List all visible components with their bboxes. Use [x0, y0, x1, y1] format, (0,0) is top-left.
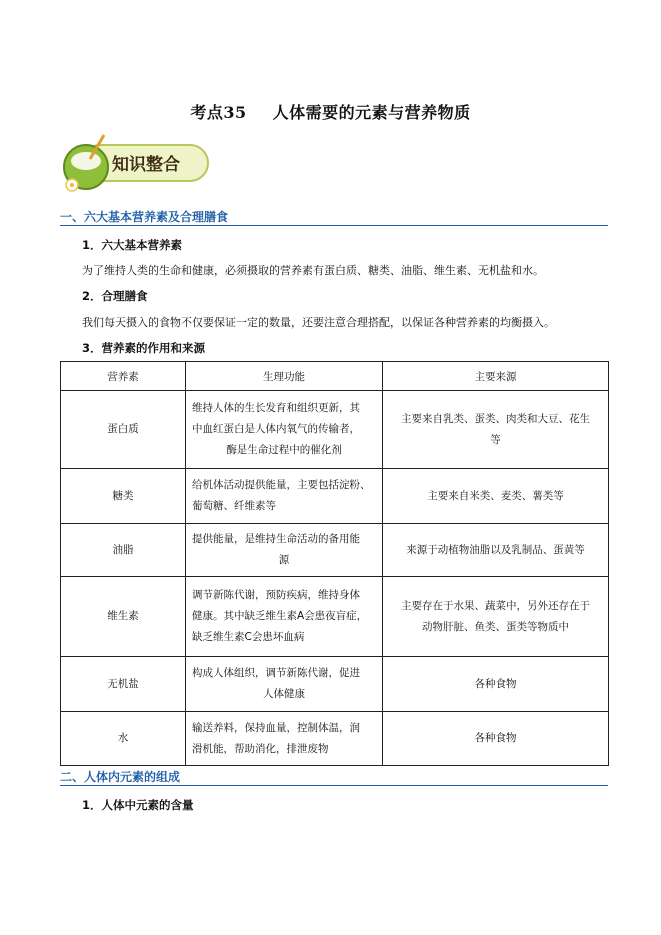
table-row — [61, 577, 609, 657]
function-line: 源 — [278, 554, 290, 566]
source-line: 来源于动植物油脂以及乳制品、蛋黄等 — [406, 543, 585, 556]
knowledge-badge-text: 知识整合 — [112, 155, 180, 175]
page-title — [0, 100, 661, 123]
knowledge-badge — [60, 133, 212, 195]
function-line: 滑机能，帮助消化，排泄废物 — [192, 742, 329, 755]
header-function: 生理功能 — [186, 362, 383, 391]
nutrient-function — [186, 524, 383, 577]
table-row — [61, 469, 609, 524]
function-line: 中血红蛋白是人体内氧气的传输者， — [192, 423, 360, 435]
function-line: 输送养料，保持血量，控制体温，润 — [192, 721, 360, 734]
function-line: 人体健康 — [263, 688, 305, 700]
nutrient-name: 油脂 — [61, 524, 186, 577]
source-line: 主要来自乳类、蛋类、肉类和大豆、花生 — [401, 412, 590, 425]
nutrient-table — [60, 361, 609, 766]
nutrient-source — [383, 657, 609, 712]
source-line: 等 — [490, 433, 501, 446]
nutrient-function — [186, 657, 383, 712]
function-line: 构成人体组织，调节新陈代谢，促进 — [192, 667, 360, 679]
header-nutrient: 营养素 — [61, 362, 186, 391]
table-header-row — [61, 362, 609, 391]
topic-code: 考点35 — [190, 103, 247, 122]
nutrient-name: 糖类 — [61, 469, 186, 524]
nutrient-name: 蛋白质 — [61, 391, 186, 469]
nutrient-source — [383, 524, 609, 577]
item-title-4: 1．人体中元素的含量 — [82, 798, 194, 812]
section-heading-1: 一、六大基本营养素及合理膳食 — [60, 210, 229, 224]
nutrient-function — [186, 391, 383, 469]
function-line: 维持人体的生长发育和组织更新，其 — [192, 402, 360, 414]
section-rule-2 — [60, 785, 608, 786]
source-line: 主要存在于水果、蔬菜中，另外还存在于 — [401, 599, 590, 612]
source-line: 各种食物 — [474, 732, 517, 744]
item-text-1: 为了维持人类的生命和健康，必须摄取的营养素有蛋白质、糖类、油脂、维生素、无机盐和水。 — [82, 264, 544, 277]
item-text-2: 我们每天摄入的食物不仅要保证一定的数量，还要注意合理搭配，以保证各种营养素的均衡摄入。 — [82, 316, 555, 329]
nutrient-source — [383, 712, 609, 766]
item-title-1: 1．六大基本营养素 — [82, 238, 183, 252]
nutrient-name: 无机盐 — [61, 657, 186, 712]
source-line: 各种食物 — [474, 677, 517, 690]
nutrient-function — [186, 712, 383, 766]
function-line: 调节新陈代谢，预防疾病，维持身体 — [192, 589, 360, 601]
nutrient-function — [186, 469, 383, 524]
nutrient-source — [383, 577, 609, 657]
item-title-2: 2．合理膳食 — [82, 289, 148, 303]
function-line: 给机体活动提供能量，主要包括淀粉、 — [192, 479, 371, 491]
nutrient-name: 维生素 — [61, 577, 186, 657]
function-line: 缺乏维生素C会患坏血病 — [192, 631, 305, 643]
function-line: 健康。其中缺乏维生素A会患夜盲症， — [192, 610, 368, 622]
nutrient-function — [186, 577, 383, 657]
nutrient-source — [383, 391, 609, 469]
nutrient-source — [383, 469, 609, 524]
source-line: 动物肝脏、鱼类、蛋类等物质中 — [422, 620, 569, 633]
table-row — [61, 391, 609, 469]
table-row — [61, 657, 609, 712]
table-row — [61, 712, 609, 766]
section-rule-1 — [60, 225, 608, 226]
item-title-3: 3．营养素的作用和来源 — [82, 341, 206, 355]
nutrient-name: 水 — [61, 712, 186, 766]
function-line: 酶是生命过程中的催化剂 — [226, 444, 342, 456]
function-line: 葡萄糖、纤维素等 — [192, 500, 276, 512]
header-source: 主要来源 — [383, 362, 609, 391]
function-line: 提供能量，是维持生命活动的备用能 — [192, 533, 360, 545]
section-heading-2: 二、人体内元素的组成 — [60, 770, 181, 784]
source-line: 主要来自米类、麦类、薯类等 — [427, 489, 564, 502]
topic-title: 人体需要的元素与营养物质 — [272, 103, 471, 122]
table-row — [61, 524, 609, 577]
